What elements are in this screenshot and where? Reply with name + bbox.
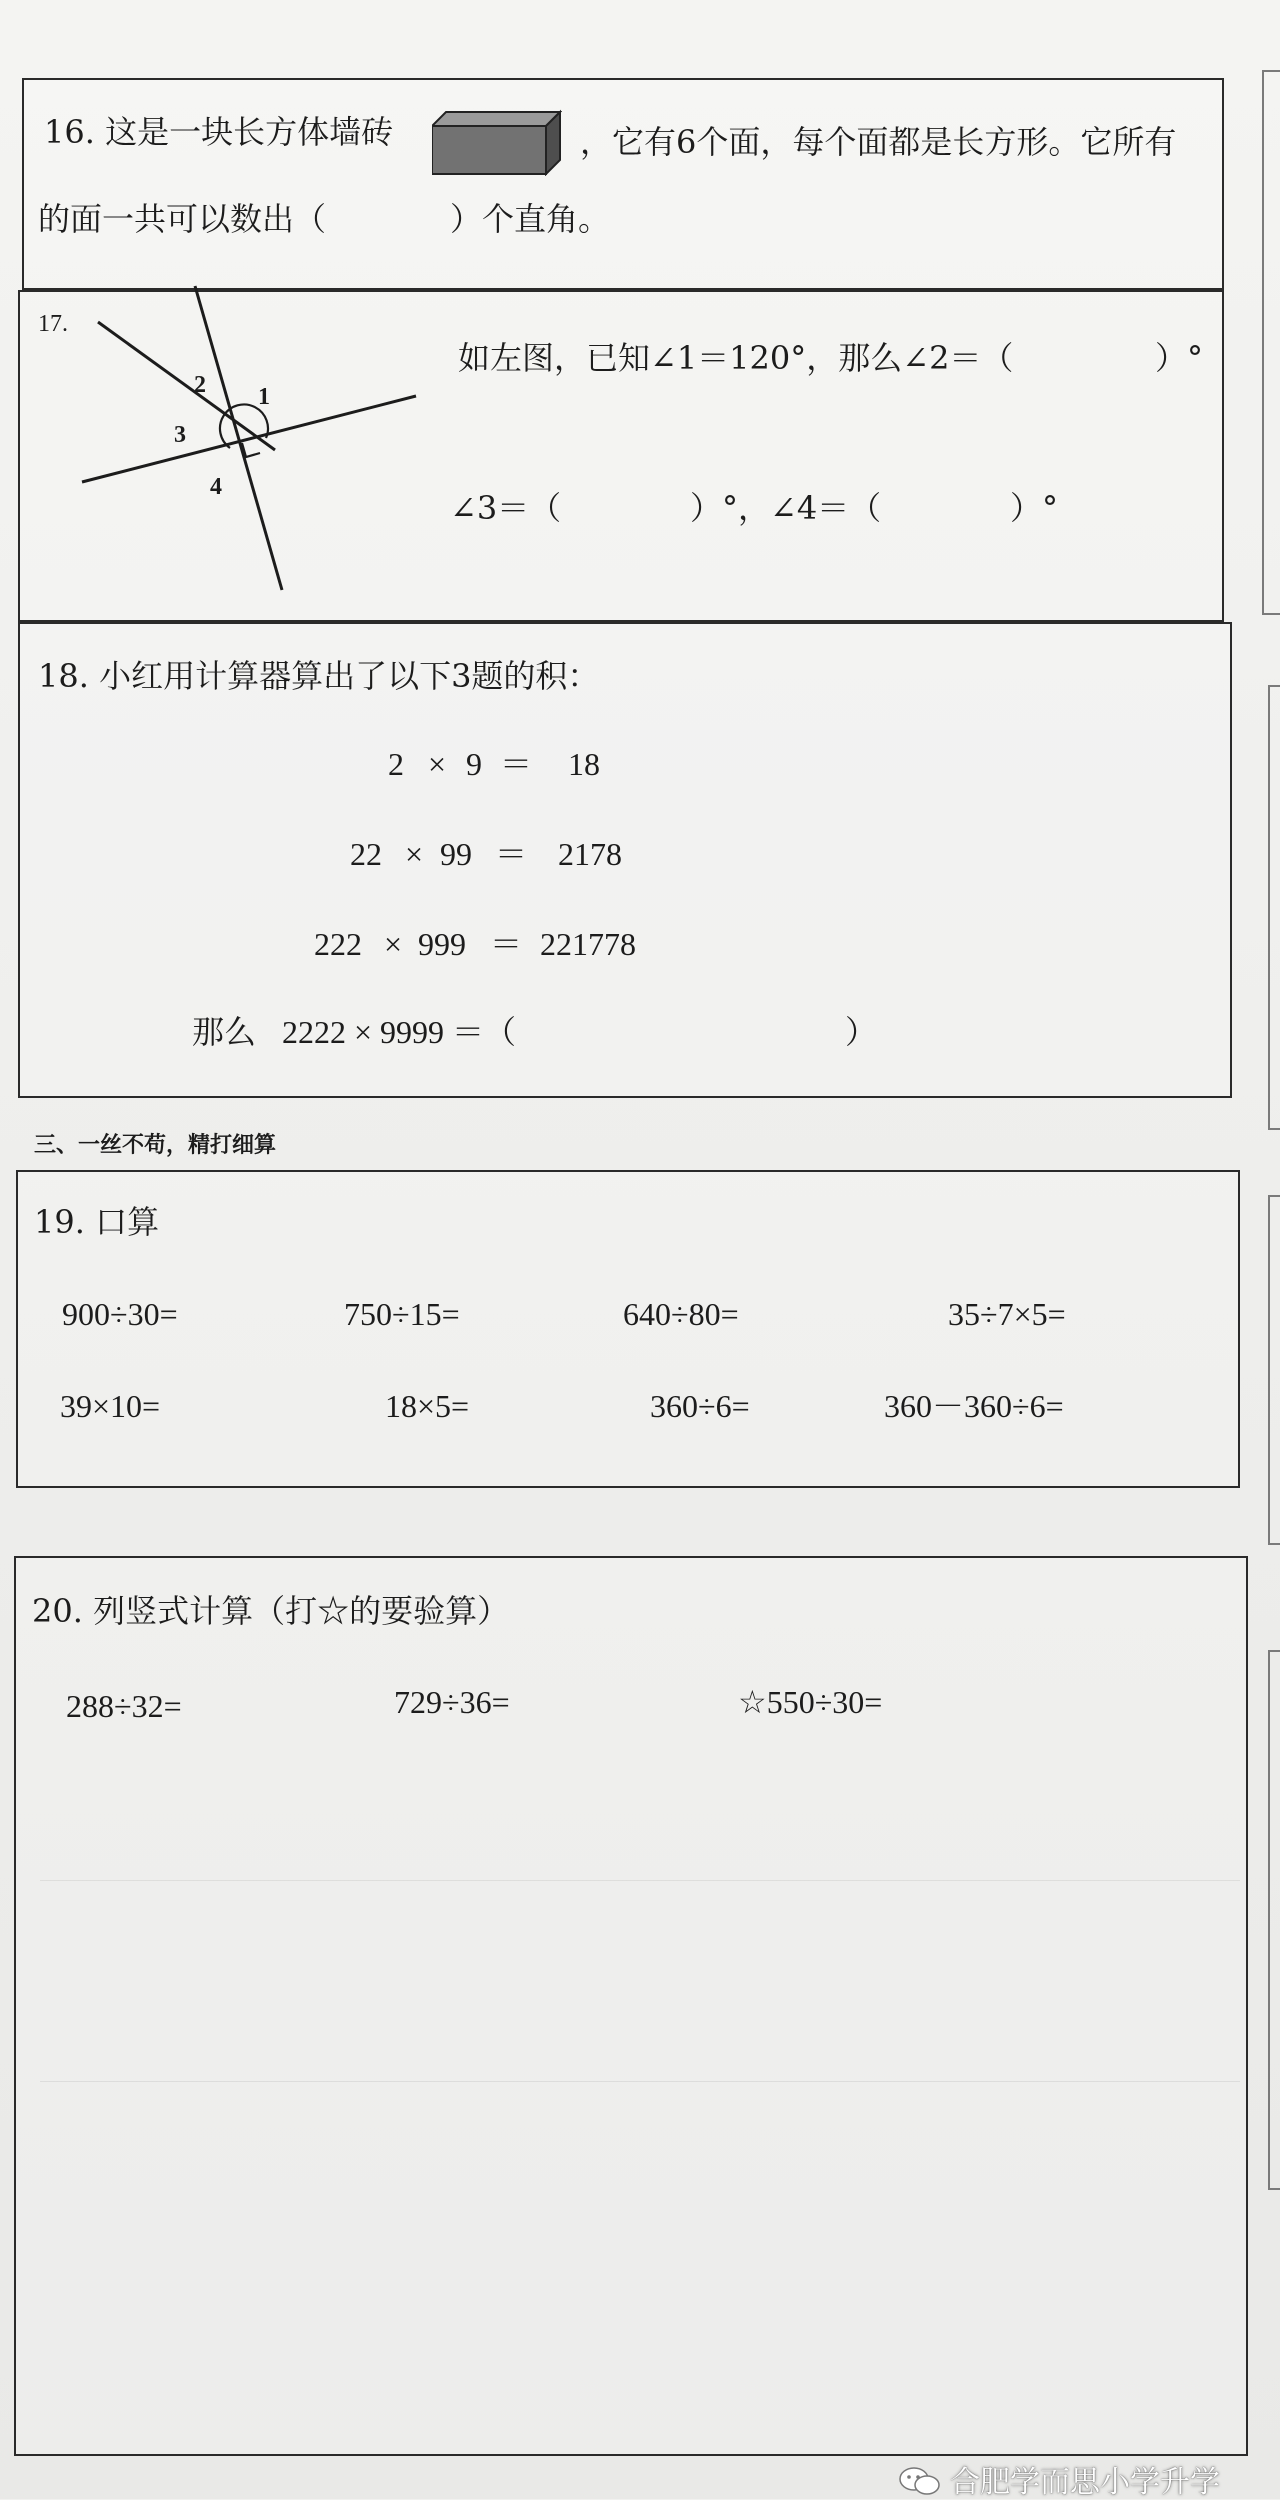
q17-angle2-blank[interactable] bbox=[1045, 342, 1150, 376]
q20-work-area[interactable] bbox=[30, 1740, 1230, 2430]
q17-number: 17. bbox=[38, 311, 68, 337]
bleed-through-table bbox=[40, 1880, 1240, 2082]
q19-item-6: 18×5= bbox=[385, 1388, 470, 1424]
q17-line1-a: 如左图，已知∠1＝120°，那么∠2＝（ bbox=[458, 339, 1014, 377]
q20-item-1: 288÷32= bbox=[66, 1688, 182, 1724]
q18-row2-op: × bbox=[405, 836, 424, 872]
q18-row1-result: 18 bbox=[568, 746, 600, 782]
q18-answer-blank[interactable] bbox=[580, 1016, 840, 1050]
q17-line2-b: ）°，∠4＝（ bbox=[690, 489, 882, 527]
q20-item-2: 729÷36= bbox=[394, 1684, 510, 1720]
angle-label-1: 1 bbox=[258, 384, 270, 410]
brick-icon bbox=[432, 98, 562, 176]
q18-row1-b: 9 bbox=[466, 746, 482, 782]
q19-item-8: 360－360÷6= bbox=[884, 1388, 1064, 1424]
q18-row3-result: 221778 bbox=[540, 926, 636, 962]
q17-line2-a: ∠3＝（ bbox=[450, 489, 562, 527]
question-16-box bbox=[22, 78, 1224, 290]
intersecting-lines-diagram bbox=[70, 280, 430, 600]
watermark-text: 合肥学而思小学升学 bbox=[950, 2465, 1220, 2500]
q16-line2-a: 的面一共可以数出（ bbox=[38, 200, 327, 238]
right-page-edge-box-1 bbox=[1262, 70, 1280, 615]
q18-row1-a: 2 bbox=[388, 746, 404, 782]
q18-row2-b: 99 bbox=[440, 836, 472, 872]
angle-label-4: 4 bbox=[210, 474, 222, 500]
q18-row2-eq: ＝ bbox=[495, 836, 528, 872]
wechat-logo-icon bbox=[898, 2465, 942, 2499]
right-page-edge-box-2 bbox=[1268, 685, 1280, 1130]
q18-last-expr: 2222 × 9999 ＝（ bbox=[282, 1014, 517, 1050]
q18-last-close: ） bbox=[845, 1013, 878, 1051]
q19-item-7: 360÷6= bbox=[650, 1388, 750, 1424]
q19-item-4: 35÷7×5= bbox=[948, 1296, 1066, 1332]
q20-title: 20. 列竖式计算（打☆的要验算） bbox=[32, 1592, 510, 1630]
q16-line2-b: ）个直角。 bbox=[450, 200, 611, 238]
section-3-heading: 三、一丝不苟，精打细算 bbox=[34, 1133, 277, 1158]
q18-row3-b: 999 bbox=[418, 926, 466, 962]
q16-line1-prefix: 16. 这是一块长方体墙砖 bbox=[44, 113, 394, 151]
q18-row2-a: 22 bbox=[350, 836, 382, 872]
q17-angle3-blank[interactable] bbox=[585, 492, 685, 526]
q18-row1-op: × bbox=[428, 746, 447, 782]
right-page-edge-box-3 bbox=[1268, 1195, 1280, 1545]
q19-title: 19. 口算 bbox=[34, 1203, 160, 1241]
q18-row1-eq: ＝ bbox=[500, 746, 533, 782]
q19-item-5: 39×10= bbox=[60, 1388, 161, 1424]
q18-title: 18. 小红用计算器算出了以下3题的积： bbox=[38, 657, 600, 695]
q19-item-3: 640÷80= bbox=[623, 1296, 739, 1332]
q18-row3-a: 222 bbox=[314, 926, 362, 962]
q18-row3-op: × bbox=[384, 926, 403, 962]
q16-line1-suffix: ，它有6个面，每个面都是长方形。它所有 bbox=[580, 123, 1177, 161]
q18-last-prefix: 那么 bbox=[192, 1013, 257, 1051]
angle-label-2: 2 bbox=[194, 372, 206, 398]
q16-answer-blank[interactable] bbox=[345, 203, 445, 237]
q19-item-1: 900÷30= bbox=[62, 1296, 178, 1332]
right-page-edge-box-4 bbox=[1268, 1650, 1280, 2190]
angle-label-3: 3 bbox=[174, 422, 186, 448]
q17-line2-c: ）° bbox=[1010, 489, 1059, 527]
q20-item-3: ☆550÷30= bbox=[738, 1684, 883, 1720]
q17-angle4-blank[interactable] bbox=[905, 492, 1005, 526]
q19-item-2: 750÷15= bbox=[344, 1296, 460, 1332]
q17-line1-b: ）° bbox=[1155, 339, 1204, 377]
q18-row2-result: 2178 bbox=[558, 836, 622, 872]
q18-row3-eq: ＝ bbox=[490, 926, 523, 962]
